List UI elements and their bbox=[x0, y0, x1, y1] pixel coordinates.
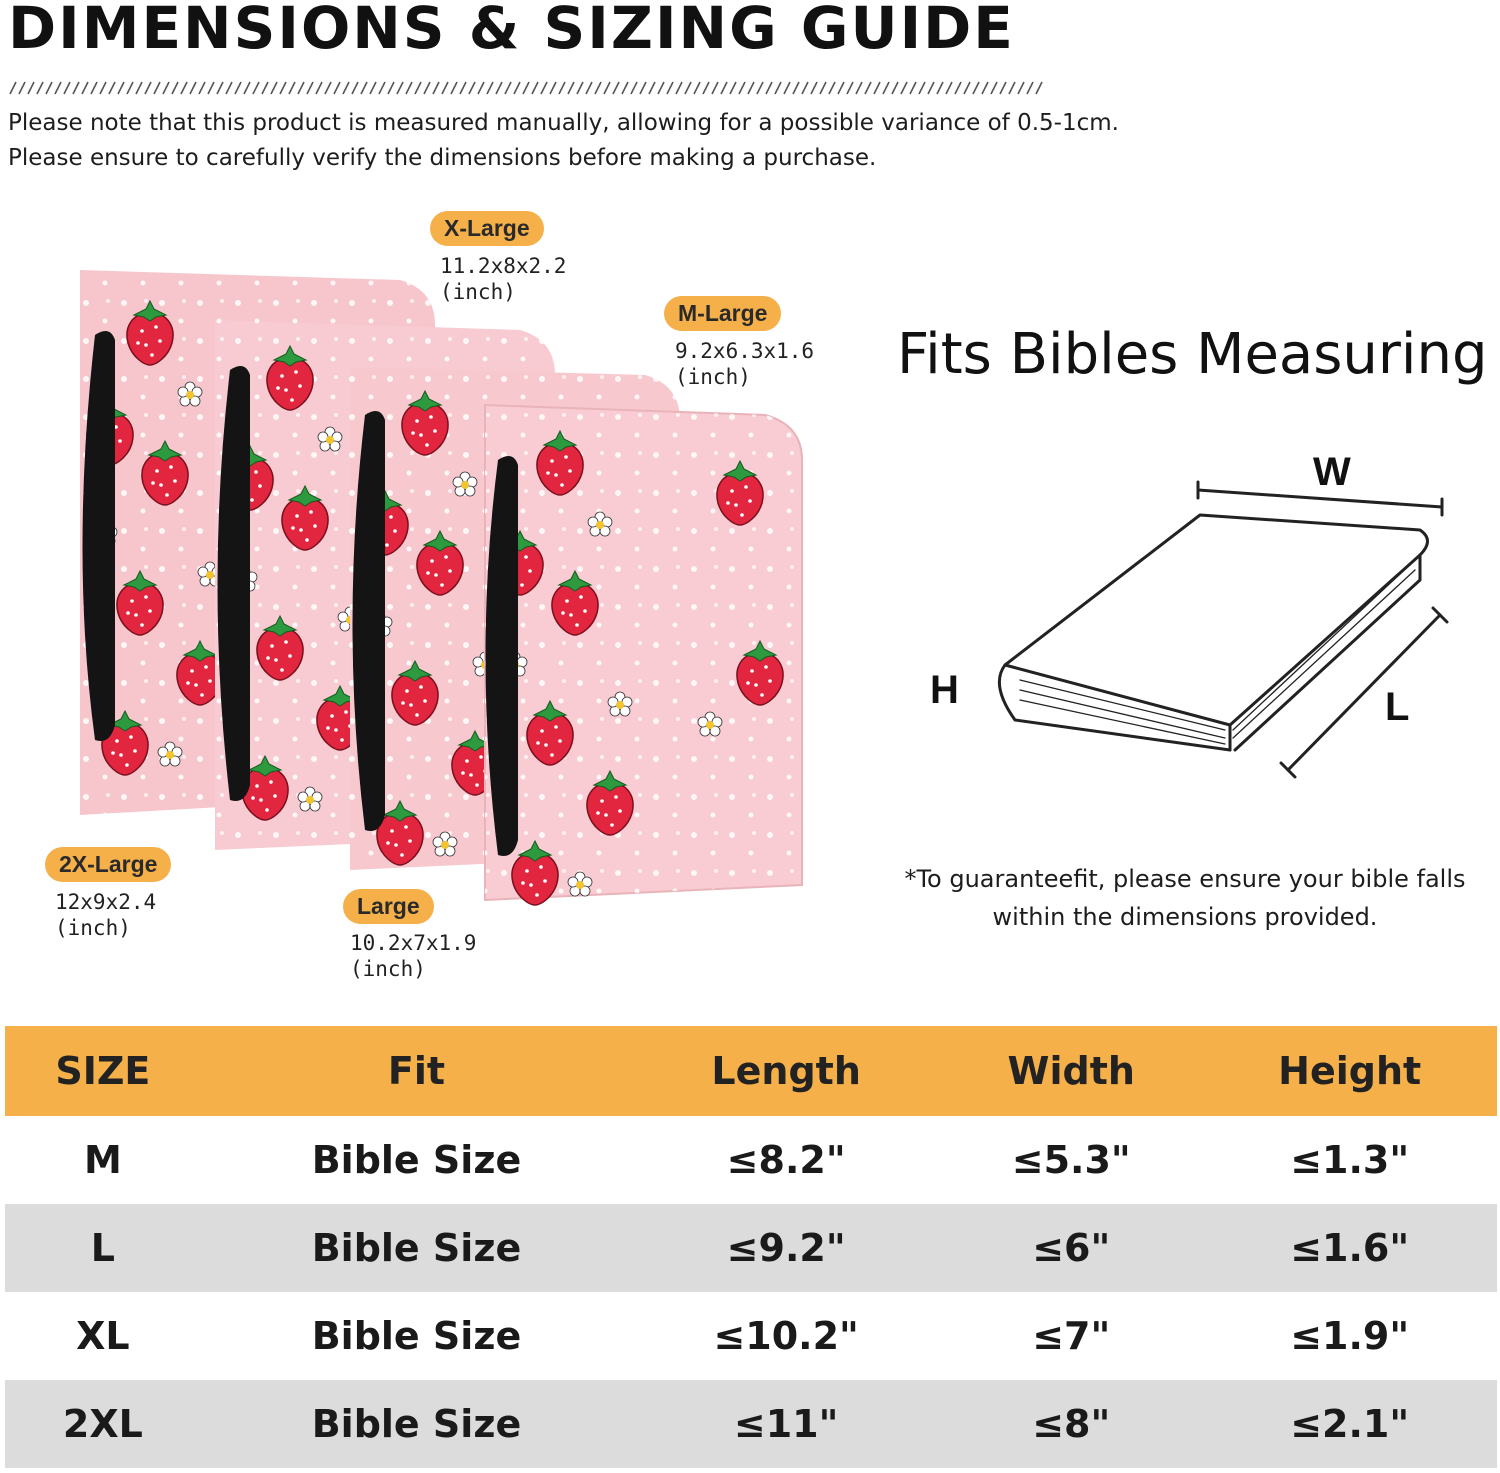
size-badge-large: Large bbox=[343, 889, 434, 924]
page-title: DIMENSIONS & SIZING GUIDE bbox=[8, 0, 1015, 62]
cell-height: ≤1.6" bbox=[1202, 1204, 1497, 1292]
cell-width: ≤7" bbox=[1032, 1314, 1111, 1358]
size-badge-x-large: X-Large bbox=[430, 211, 544, 246]
cell-size: XL bbox=[76, 1314, 130, 1358]
cell-length: ≤11" bbox=[632, 1380, 940, 1468]
cell-fit: Bible Size bbox=[201, 1380, 633, 1468]
dims-m-large bbox=[675, 338, 814, 390]
measurement-note: Please note that this product is measured manually, allowing for a possible variance of 0.5-1cm. bbox=[8, 110, 1119, 136]
dims-unit: (inch) bbox=[440, 280, 516, 304]
fits-heading: Fits Bibles Measuring bbox=[897, 322, 1488, 387]
cell-width: ≤8" bbox=[940, 1380, 1202, 1468]
cover-m-large bbox=[485, 405, 802, 905]
cell-length: ≤8.2" bbox=[726, 1138, 846, 1182]
header-width: Width bbox=[940, 1026, 1202, 1116]
cell-fit: Bible Size bbox=[311, 1314, 522, 1358]
size-badge-2x-large: 2X-Large bbox=[45, 847, 171, 882]
cell-size: 2XL bbox=[5, 1380, 201, 1468]
header-fit: Fit bbox=[201, 1026, 633, 1116]
table-row bbox=[5, 1292, 1497, 1380]
dims-2x-large bbox=[55, 889, 156, 941]
dims-value: 9.2x6.3x1.6 bbox=[675, 339, 815, 363]
length-label: L bbox=[1385, 685, 1410, 729]
dims-unit: (inch) bbox=[350, 957, 426, 981]
cell-length: ≤9.2" bbox=[632, 1204, 940, 1292]
height-label: H bbox=[930, 668, 959, 712]
table-header-row bbox=[5, 1026, 1497, 1116]
cell-size: L bbox=[5, 1204, 201, 1292]
cell-fit: Bible Size bbox=[201, 1204, 633, 1292]
table-row bbox=[5, 1204, 1497, 1292]
header-height: Height bbox=[1202, 1026, 1497, 1116]
hatch-divider bbox=[8, 80, 1048, 96]
dims-value: 10.2x7x1.9 bbox=[350, 931, 477, 955]
table-row bbox=[5, 1116, 1497, 1204]
dims-x-large bbox=[440, 253, 566, 305]
cell-fit: Bible Size bbox=[311, 1138, 522, 1182]
dims-unit: (inch) bbox=[55, 916, 131, 940]
dims-value: 11.2x8x2.2 bbox=[440, 254, 567, 278]
guarantee-line-1: *To guaranteefit, please ensure your bible falls bbox=[904, 865, 1466, 893]
dims-value: 12x9x2.4 bbox=[55, 890, 157, 914]
size-badge-m-large: M-Large bbox=[664, 296, 781, 331]
table-row bbox=[5, 1380, 1497, 1468]
cell-height: ≤2.1" bbox=[1202, 1380, 1497, 1468]
guarantee-note bbox=[870, 860, 1500, 936]
header-length: Length bbox=[632, 1026, 940, 1116]
header-size: SIZE bbox=[5, 1026, 201, 1116]
cell-height: ≤1.9" bbox=[1290, 1314, 1410, 1358]
cell-width: ≤6" bbox=[940, 1204, 1202, 1292]
size-table bbox=[5, 1026, 1497, 1468]
book-diagram bbox=[990, 480, 1460, 780]
dims-unit: (inch) bbox=[675, 365, 751, 389]
cell-width: ≤5.3" bbox=[1011, 1138, 1131, 1182]
cell-length: ≤10.2" bbox=[713, 1314, 859, 1358]
dims-large bbox=[350, 930, 476, 982]
verify-note: Please ensure to carefully verify the dimensions before making a purchase. bbox=[8, 145, 877, 171]
cell-size: M bbox=[83, 1138, 122, 1182]
cell-height: ≤1.3" bbox=[1290, 1138, 1410, 1182]
guarantee-line-2: within the dimensions provided. bbox=[992, 903, 1378, 931]
width-label: W bbox=[1313, 450, 1351, 494]
